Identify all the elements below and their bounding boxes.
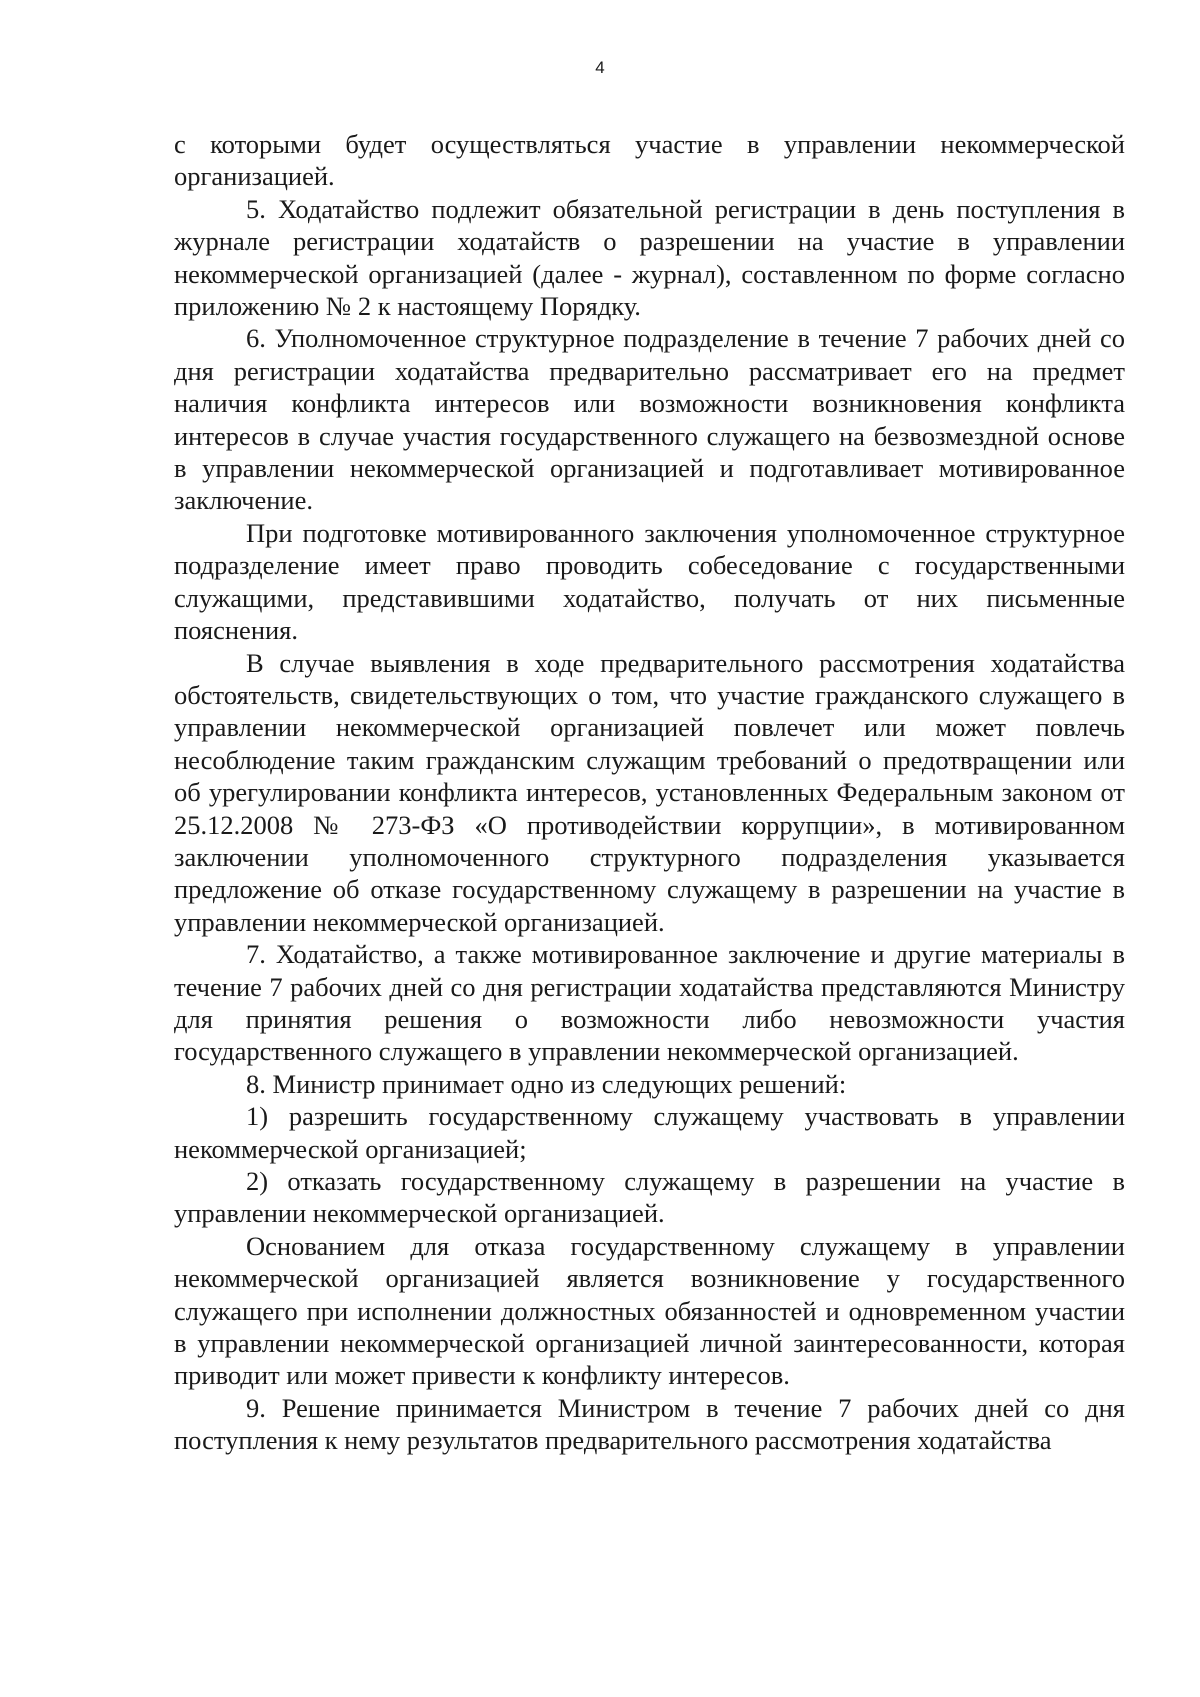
paragraph-refusal-grounds: Основанием для отказа государственному служащему в управлении некоммерческой организацией является возникновение у государственного служащего при исполнении должностных обязанностей и одновременном участии в управлении некоммерческой организацией личной заинтересованности, которая приводит или может привести к конфликту интересов. bbox=[174, 1230, 1125, 1391]
paragraph-item-6: 6. Уполномоченное структурное подразделение в течение 7 рабочих дней со дня регистрации ходатайства предварительно рассматривает его на предмет наличия конфликта интересов или возможности возникновения конфликта интересов в случае участия государственного служащего на безвозмездной основе в управлении некоммерческой организацией и подготавливает мотивированное заключение. bbox=[174, 323, 1125, 516]
page-number: 4 bbox=[595, 58, 605, 77]
paragraph-decision-2: 2) отказать государственному служащему в разрешении на участие в управлении некоммерческой организацией. bbox=[174, 1166, 1125, 1229]
paragraph-decision-1: 1) разрешить государственному служащему участвовать в управлении некоммерческой организацией; bbox=[174, 1101, 1125, 1164]
paragraph-interview: При подготовке мотивированного заключения уполномоченное структурное подразделение имеет право проводить собеседование с государственными служащими, представившими ходатайство, получать от них письменные пояснения. bbox=[174, 517, 1125, 646]
paragraph-continuation: с которыми будет осуществляться участие в управлении некоммерческой организацией. bbox=[174, 129, 1125, 192]
paragraph-item-9: 9. Решение принимается Министром в течение 7 рабочих дней со дня поступления к нему результатов предварительного рассмотрения ходатайства bbox=[174, 1392, 1125, 1456]
document-body bbox=[174, 128, 1125, 1457]
paragraph-item-7: 7. Ходатайство, а также мотивированное заключение и другие материалы в течение 7 рабочих дней со дня регистрации ходатайства представляются Министру для принятия решения о возможности либо невозможности участия государственного служащего в управлении некоммерческой организацией. bbox=[174, 939, 1125, 1067]
paragraph-item-8: 8. Министр принимает одно из следующих решений: bbox=[246, 1068, 847, 1099]
paragraph-item-5: 5. Ходатайство подлежит обязательной регистрации в день поступления в журнале регистрации ходатайств о разрешении на участие в управлении некоммерческой организацией (далее - журнал), составленном по форме согласно приложению № 2 к настоящему Порядку. bbox=[174, 193, 1125, 322]
paragraph-conflict-case: В случае выявления в ходе предварительного рассмотрения ходатайства обстоятельств, свидетельствующих о том, что участие гражданского служащего в управлении некоммерческой организацией повлечет или может повлечь несоблюдение таким гражданским служащим требований о предотвращении или об урегулировании конфликта интересов, установленных Федеральным законом от 25.12.2008 № 273-ФЗ «О противодействии коррупции», в мотивированном заключении уполномоченного структурного подразделения указывается предложение об отказе государственному служащему в разрешении на участие в управлении некоммерческой организацией. bbox=[174, 647, 1125, 937]
